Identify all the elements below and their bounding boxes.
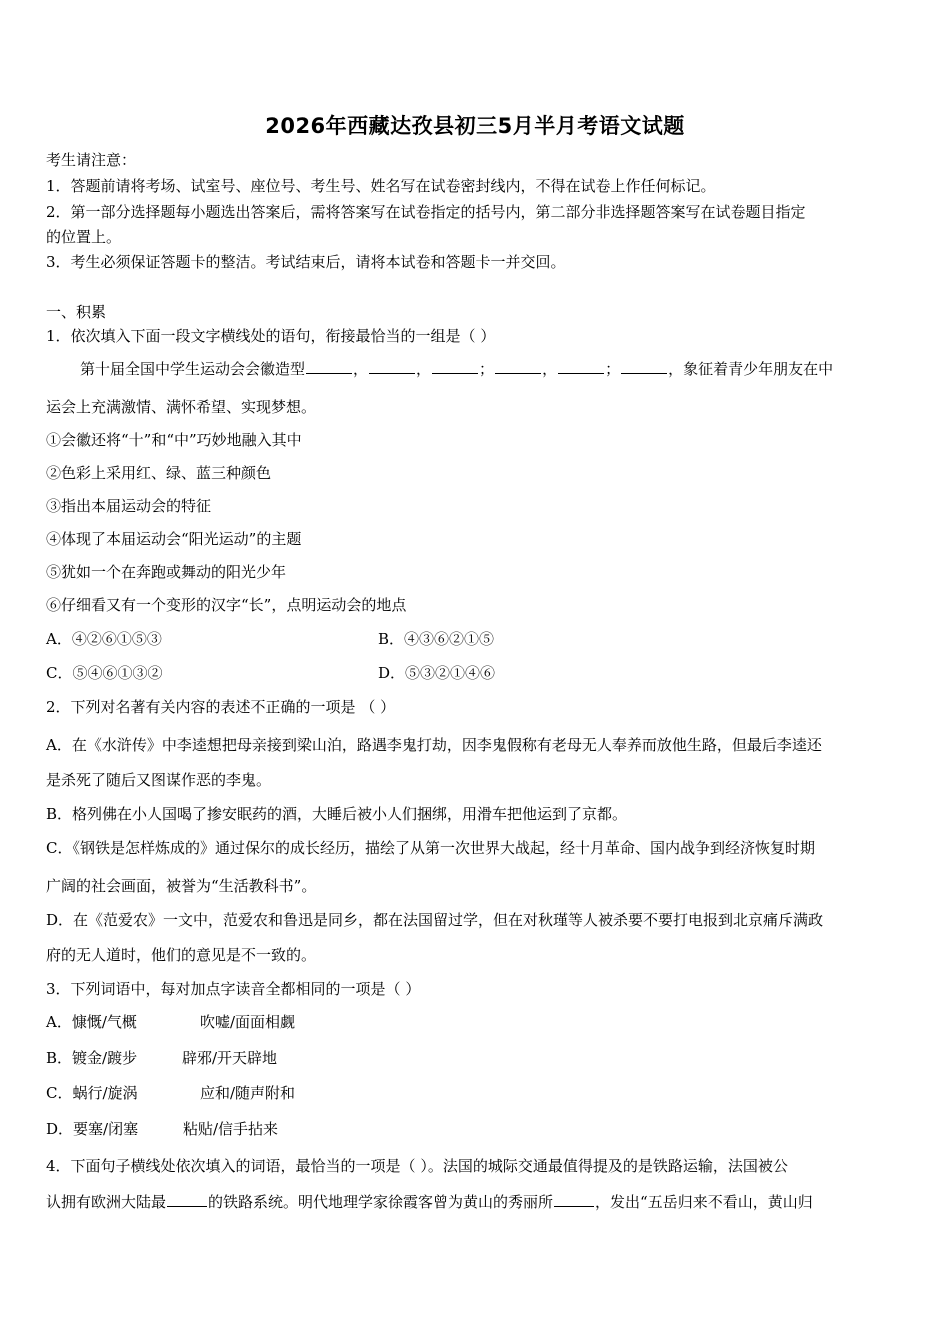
q1-sep-5: ； xyxy=(605,360,621,378)
q1-sep-2: ， xyxy=(416,360,432,378)
q4-stem: 4．下面句子横线处依次填入的词语，最恰当的一项是（ ）。法国的城际交通最值得提及的是铁路运输，法国被公 xyxy=(46,1157,788,1175)
q4-text-a: 认拥有欧洲大陆最 xyxy=(46,1193,167,1211)
q4-blank-2[interactable] xyxy=(554,1192,594,1207)
q1-item-1: ①会徽还将“十”和“中”巧妙地融入其中 xyxy=(46,431,302,449)
q1-option-b[interactable]: B．④③⑥②①⑤ xyxy=(378,630,495,648)
q1-blank-1[interactable] xyxy=(306,359,352,374)
q2-option-a[interactable]: A．在《水浒传》中李逵想把母亲接到梁山泊，路遇李鬼打劫，因李鬼假称有老母无人奉养而放他生路，但最后李逵还 xyxy=(46,736,822,754)
notice-item-3: 3．考生必须保证答题卡的整洁。考试结束后，请将本试卷和答题卡一并交回。 xyxy=(46,253,566,271)
q3-option-d[interactable]: D．要塞/闭塞 xyxy=(46,1120,139,1138)
q3-dotted-mark xyxy=(150,1119,182,1139)
q3-option-a-pair: 吹嘘/面面相觑 xyxy=(200,1013,296,1031)
page-title: 2026年西藏达孜县初三5月半月考语文试题 xyxy=(265,114,685,138)
notice-item-2: 2．第一部分选择题每小题选出答案后，需将答案写在试卷指定的括号内，第二部分非选择题答案写在试卷题目指定 xyxy=(46,203,806,221)
q1-item-2: ②色彩上采用红、绿、蓝三种颜色 xyxy=(46,464,272,482)
q3-option-b[interactable]: B．镀金/踱步 xyxy=(46,1049,138,1067)
q1-stem: 1．依次填入下面一段文字横线处的语句，衔接最恰当的一组是（ ） xyxy=(46,327,496,345)
q1-blank-4[interactable] xyxy=(495,359,541,374)
q3-option-a[interactable]: A．慷慨/气概 xyxy=(46,1013,137,1031)
notice-item-1: 1．答题前请将考场、试室号、座位号、考生号、姓名写在试卷密封线内，不得在试卷上作任何标记。 xyxy=(46,177,716,195)
q4-blank-1[interactable] xyxy=(167,1192,207,1207)
q1-blank-2[interactable] xyxy=(369,359,415,374)
q2-option-c-cont: 广阔的社会画面，被誉为“生活教科书”。 xyxy=(46,877,317,895)
q1-blank-6[interactable] xyxy=(621,359,667,374)
q1-option-c[interactable]: C．⑤④⑥①③② xyxy=(46,664,163,682)
q1-sep-6: ，象征着青少年朋友在中 xyxy=(668,360,834,378)
q3-option-c[interactable]: C．蜗行/旋涡 xyxy=(46,1084,138,1102)
q3-option-b-pair: 辟邪/开天辟地 xyxy=(182,1049,278,1067)
q3-option-c-pair: 应和/随声附和 xyxy=(200,1084,296,1102)
q1-item-4: ④体现了本届运动会“阳光运动”的主题 xyxy=(46,530,302,548)
q2-stem: 2．下列对名著有关内容的表述不正确的一项是 （ ） xyxy=(46,698,396,716)
q2-option-a-cont: 是杀死了随后又图谋作恶的李鬼。 xyxy=(46,771,272,789)
q1-sep-3: ； xyxy=(479,360,495,378)
q1-item-5: ⑤犹如一个在奔跑或舞动的阳光少年 xyxy=(46,563,287,581)
q2-option-c[interactable]: C．《钢铁是怎样炼成的》通过保尔的成长经历，描绘了从第一次世界大战起，经十月革命、国内战争到经济恢复时期 xyxy=(46,839,815,857)
q1-option-d[interactable]: D．⑤③②①④⑥ xyxy=(378,664,496,682)
q1-blank-3[interactable] xyxy=(432,359,478,374)
q1-para-start: 第十届全国中学生运动会会徽造型 xyxy=(80,360,306,378)
q1-sep-1: ， xyxy=(353,360,369,378)
q4-text-line2 xyxy=(46,1192,813,1212)
section-heading: 一、积累 xyxy=(46,303,107,321)
q4-text-c: ，发出“五岳归来不看山，黄山归 xyxy=(595,1193,813,1211)
q1-blank-5[interactable] xyxy=(558,359,604,374)
q1-sep-4: ， xyxy=(542,360,558,378)
q2-option-d[interactable]: D．在《范爱农》一文中，范爱农和鲁迅是同乡，都在法国留过学，但在对秋瑾等人被杀要不要打电报到北京痛斥满政 xyxy=(46,911,824,929)
q3-stem: 3．下列词语中，每对加点字读音全都相同的一项是（ ） xyxy=(46,980,421,998)
q1-item-3: ③指出本届运动会的特征 xyxy=(46,497,212,515)
q1-para-cont: 运会上充满激情、满怀希望、实现梦想。 xyxy=(46,398,317,416)
notice-item-2-cont: 的位置上。 xyxy=(46,228,122,246)
q1-item-6: ⑥仔细看又有一个变形的汉字“长”，点明运动会的地点 xyxy=(46,596,407,614)
q2-option-d-cont: 府的无人道时，他们的意见是不一致的。 xyxy=(46,946,317,964)
q4-text-b: 的铁路系统。明代地理学家徐霞客曾为黄山的秀丽所 xyxy=(208,1193,554,1211)
q2-option-b[interactable]: B．格列佛在小人国喝了掺安眠药的酒，大睡后被小人们捆绑，用滑车把他运到了京都。 xyxy=(46,805,628,823)
q3-option-d-pair: 粘贴/信手拈来 xyxy=(183,1120,279,1138)
q1-paragraph xyxy=(80,359,833,379)
notice-heading: 考生请注意： xyxy=(46,151,137,169)
q1-option-a[interactable]: A．④②⑥①⑤③ xyxy=(46,630,162,648)
